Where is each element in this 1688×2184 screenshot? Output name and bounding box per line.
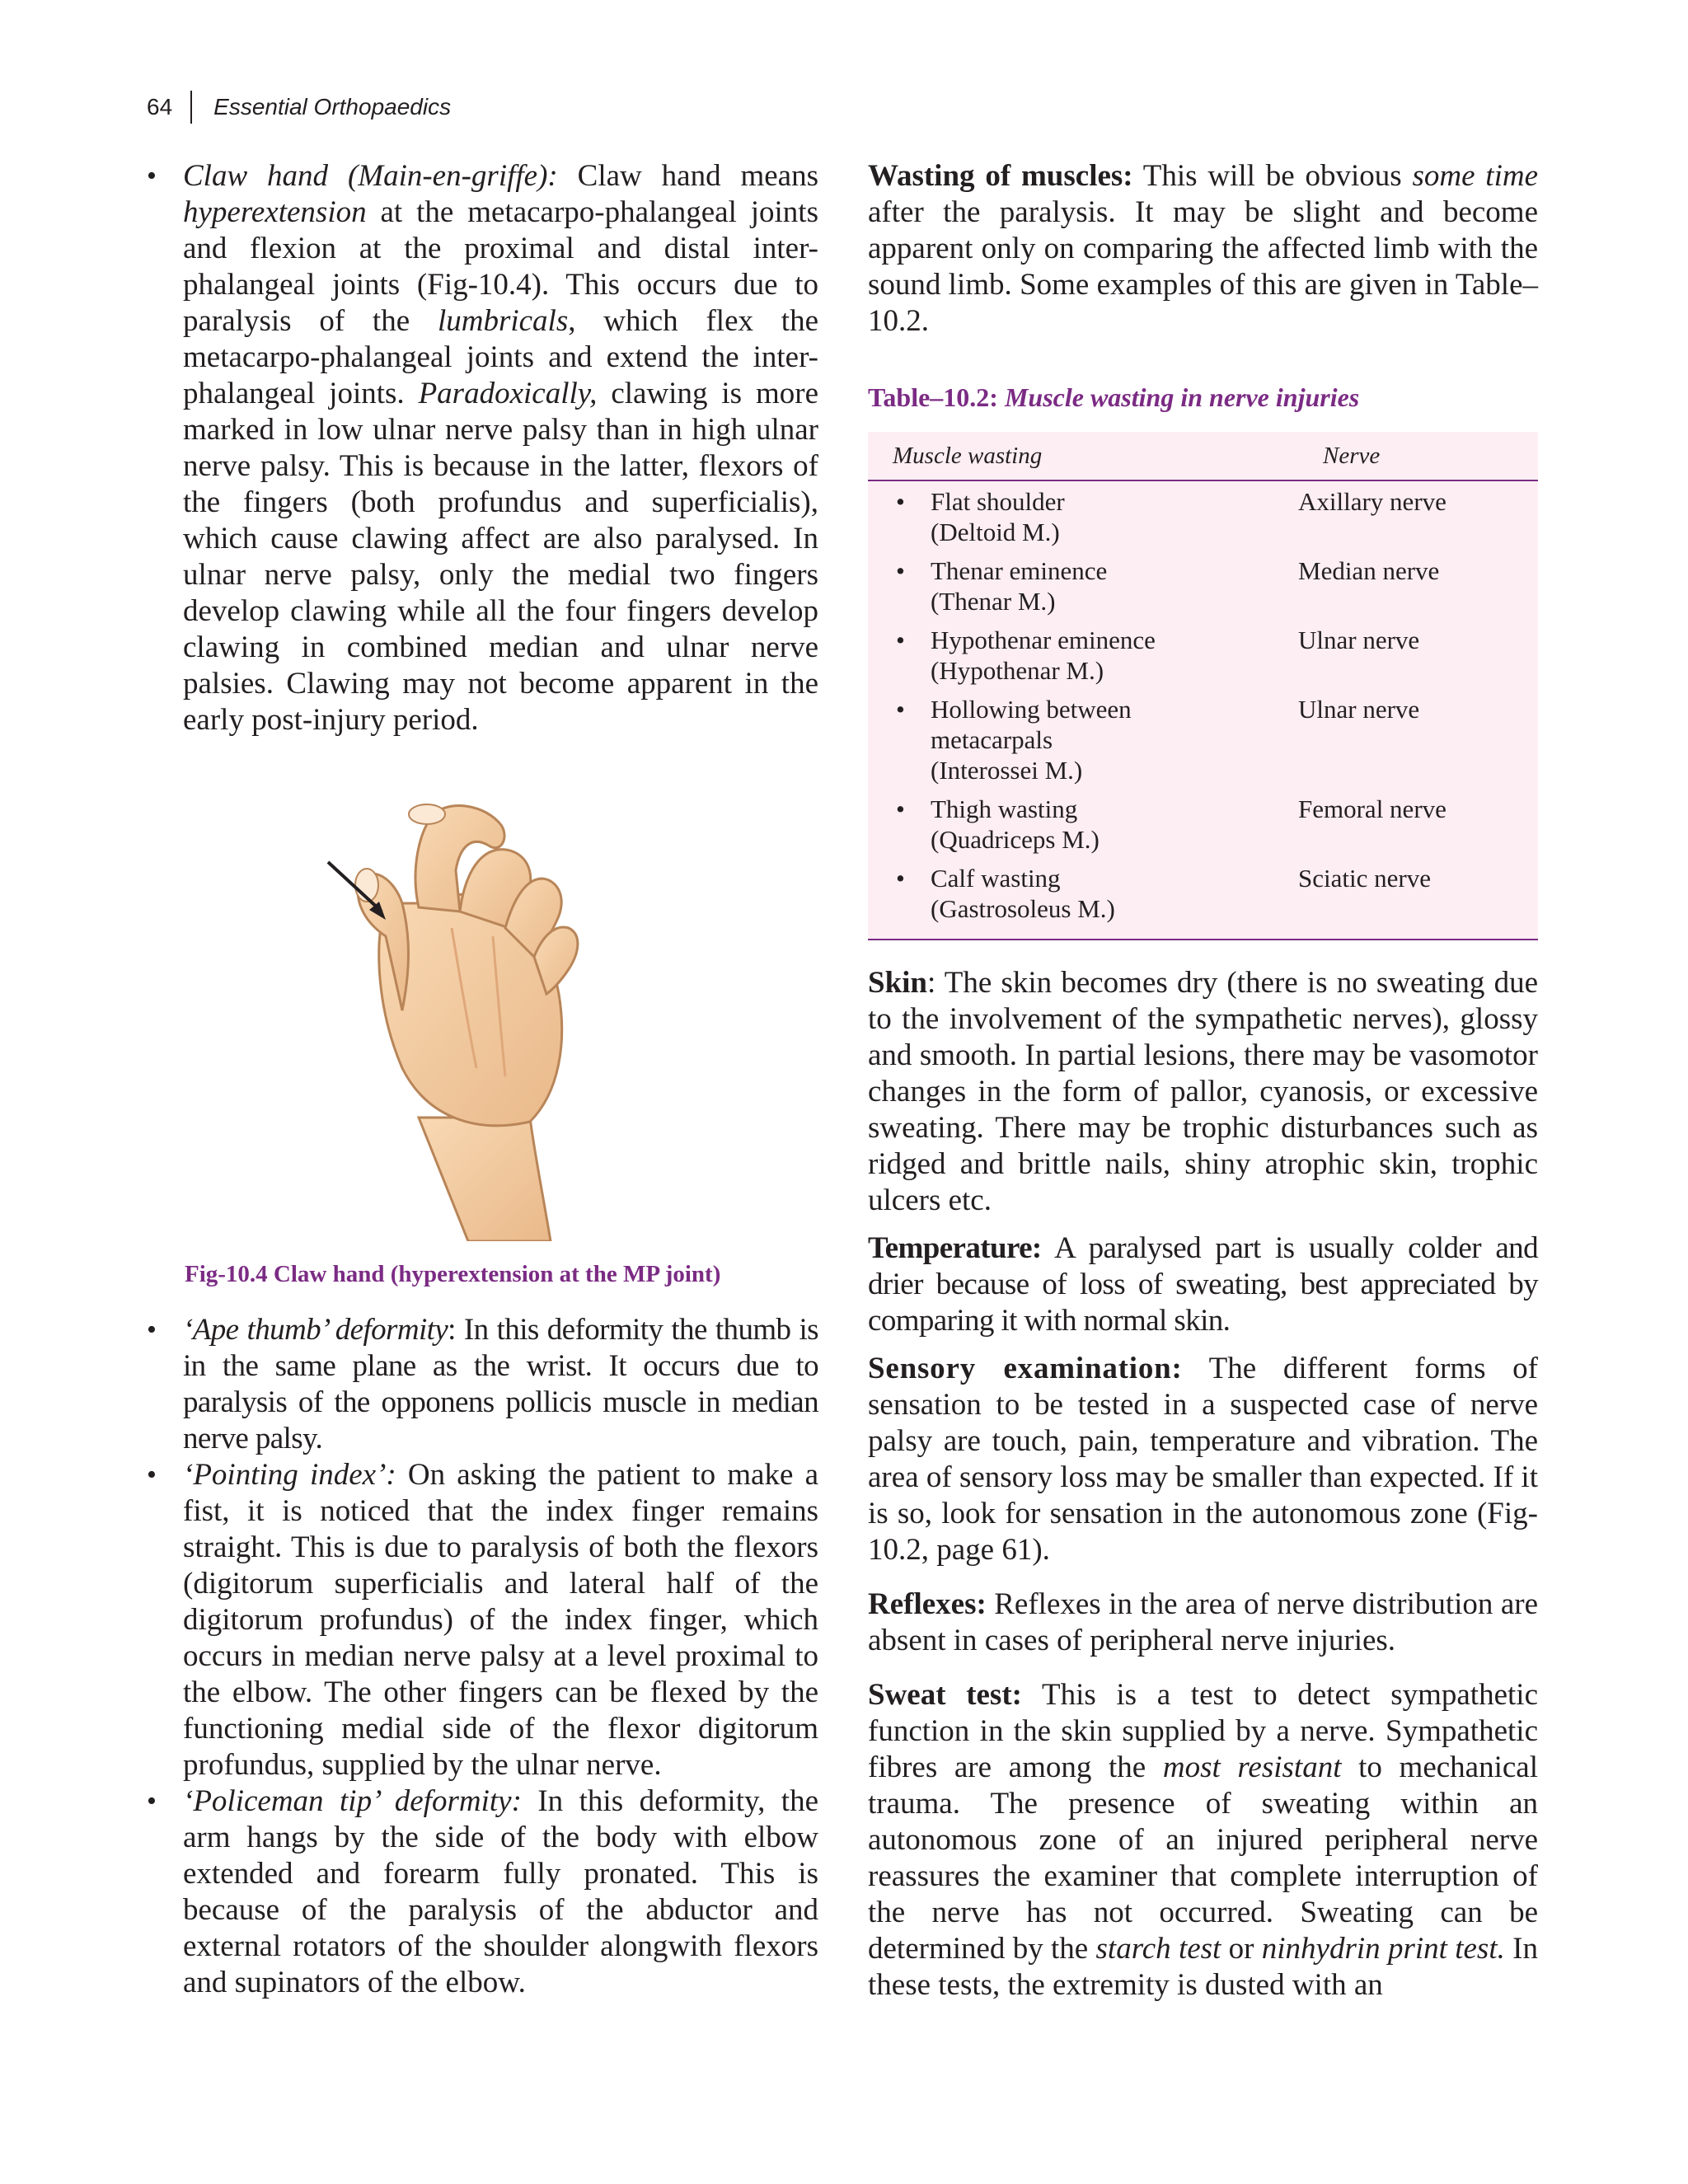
sensory-paragraph: Sensory examination: The different forms of sensation to be tested in a suspected case of nerve palsy are touch, pain, temperature and vibration. The area of sensory loss may be smaller than expected. If it is so, look for sensation in the autonomous zone (Fig-10.2, page 61). [868, 1352, 1539, 1567]
temperature-paragraph: Temperature: A paralysed part is usually colder and drier because of loss of sweating, best appreciated by comparing it with normal skin. [868, 1231, 1538, 1338]
table-label: Table–10.2: [868, 382, 998, 412]
claw-hand-term: Claw hand (Main-en-griffe): [183, 159, 558, 193]
figure-caption: Fig-10.4 Claw hand (hyperextension at the MP joint) [185, 1261, 721, 1287]
pointing-index-term: ‘Pointing index’: [183, 1458, 396, 1492]
muscle-cell: • Thenar eminence (Thenar M.) [868, 555, 1298, 616]
header-nerve: Nerve [1323, 442, 1381, 469]
running-head [147, 89, 451, 125]
claw-hand-paragraph: • Claw hand (Main-en-griffe): Claw hand means hyperextension at the metacarpo-phalangeal joints and flexion at the proximal and distal inter-phalangeal joints (Fig-10.4). This occurs due to paralysis of the lumbricals, which flex the metacarpo-phalangeal joints and extend the inter-phalangeal joints. Paradoxically, clawing is more marked in low ulnar nerve palsy than in high ulnar nerve palsy. This is because in the latter, flexors of the fingers (both profundus and superficialis), which cause clawing affect are also paralysed. In ulnar nerve palsy, only the medial two fingers develop clawing while all the four fingers develop clawing in combined median and ulnar nerve palsies. Clawing may not become apparent in the early post-injury period. [147, 158, 818, 738]
page-number: 64 [147, 94, 173, 120]
nerve-cell: Median nerve [1298, 556, 1440, 585]
policeman-tip-paragraph: • ‘Policeman tip’ deformity: In this deformity, the arm hangs by the side of the body with elbow extended and forearm fully pronated. This is because of the paralysis of the abductor and external rotators of the shoulder alongwith flexors and supinators of the elbow. [147, 1783, 818, 2001]
table-row [868, 555, 1538, 616]
wasting-heading: Wasting of muscles: [868, 159, 1133, 193]
nerve-cell: Ulnar nerve [1298, 626, 1420, 654]
table-row [868, 694, 1538, 785]
policeman-tip-term: ‘Policeman tip’ deformity: [183, 1784, 522, 1818]
header-divider [190, 91, 192, 124]
ape-thumb-term: ‘Ape thumb’ deformity [183, 1313, 448, 1347]
muscle-cell: • Thigh wasting (Quadriceps M.) [868, 794, 1298, 855]
temperature-heading: Temperature: [868, 1231, 1042, 1265]
nerve-cell: Ulnar nerve [1298, 695, 1420, 724]
header-muscle-wasting: Muscle wasting [893, 442, 1043, 469]
skin-heading: Skin [868, 966, 928, 1000]
nerve-cell: Axillary nerve [1298, 487, 1447, 516]
table-row [868, 625, 1538, 686]
table-caption: Muscle wasting in nerve injuries [997, 382, 1360, 412]
muscle-cell: • Hollowing between metacarpals (Interossei M.) [868, 694, 1298, 785]
skin-paragraph: Skin: The skin becomes dry (there is no sweating due to the involvement of the sympathetic nerves), glossy and smooth. In partial lesions, there may be vasomotor changes in the form of pallor, cyanosis, or excessive sweating. There may be trophic disturbances such as ridged and brittle nails, shiny atrophic skin, trophic ulcers etc. [868, 966, 1538, 1217]
claw-hand-illustration [295, 796, 707, 1241]
left-column [147, 158, 818, 2001]
nerve-cell: Sciatic nerve [1298, 864, 1431, 893]
muscle-cell: • Calf wasting (Gastrosoleus M.) [868, 863, 1298, 924]
sweat-test-paragraph: Sweat test: This is a test to detect sympathetic function in the skin supplied by a nerve. Sympathetic fibres are among the most resistant to mechanical trauma. The presence of sweating within an autonomous zone of an injured peripheral nerve reassures the examiner that complete interruption of the nerve has not occurred. Sweating can be determined by the starch test or ninhydrin print test. In these tests, the extremity is dusted with an [868, 1678, 1538, 2002]
table-row [868, 486, 1538, 547]
reflexes-paragraph: Reflexes: Reflexes in the area of nerve distribution are absent in cases of peripheral nerve injuries. [868, 1587, 1538, 1657]
sweat-test-heading: Sweat test: [868, 1678, 1022, 1712]
muscle-cell: • Flat shoulder (Deltoid M.) [868, 486, 1298, 547]
muscle-wasting-table [868, 432, 1538, 940]
table-row [868, 794, 1538, 855]
reflexes-heading: Reflexes: [868, 1587, 987, 1621]
ape-thumb-paragraph: • ‘Ape thumb’ deformity: In this deformity the thumb is in the same plane as the wrist. It occurs due to paralysis of the opponens pollicis muscle in median nerve palsy. [147, 1312, 818, 1457]
table-header [868, 432, 1538, 481]
pointing-index-paragraph: • ‘Pointing index’: On asking the patient to make a fist, it is noticed that the index finger remains straight. This is due to paralysis of both the flexors (digitorum superficialis and lateral half of the digitorum profundus) of the index finger, which occurs in median nerve palsy at a level proximal to the elbow. The other fingers can be flexed by the functioning medial side of the flexor digitorum profundus, supplied by the ulnar nerve. [147, 1457, 818, 1783]
wasting-paragraph: Wasting of muscles: This will be obvious some time after the paralysis. It may be slight and become apparent only on comparing the affected limb with the sound limb. Some examples of this are given in Table–10.2. [868, 159, 1539, 338]
nerve-cell: Femoral nerve [1298, 794, 1447, 823]
muscle-cell: • Hypothenar eminence (Hypothenar M.) [868, 625, 1298, 686]
book-title: Essential Orthopaedics [213, 94, 452, 120]
table-title [868, 381, 1538, 414]
sensory-heading: Sensory examination: [868, 1352, 1183, 1385]
right-column [868, 158, 1538, 2004]
claw-hand-figure [147, 796, 818, 1241]
table-row [868, 863, 1538, 924]
table-body [868, 481, 1538, 924]
